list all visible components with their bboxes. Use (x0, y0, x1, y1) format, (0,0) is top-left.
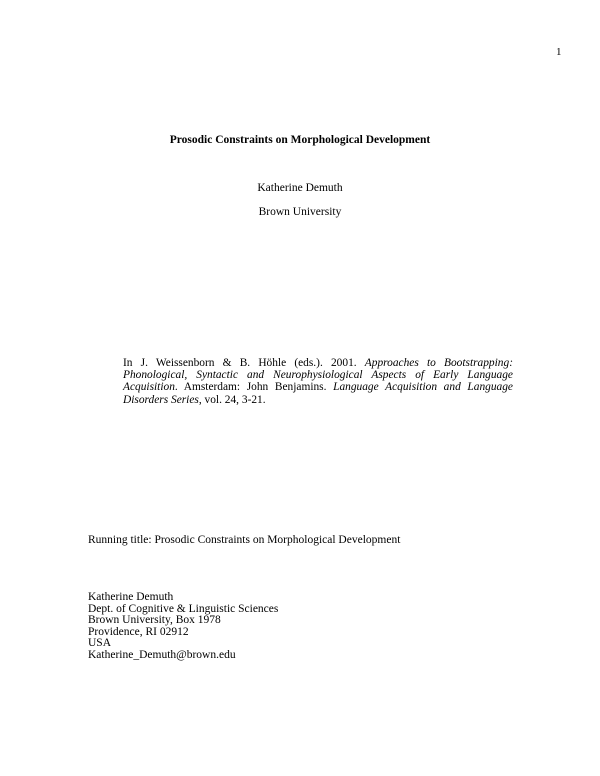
citation-prefix: In J. Weissenborn & B. Höhle (eds.). 2001. (123, 357, 357, 369)
author-name: Katherine Demuth (257, 182, 343, 194)
contact-name: Katherine Demuth (88, 591, 174, 603)
citation-block (123, 357, 513, 406)
contact-department: Dept. of Cognitive & Linguistic Sciences (88, 602, 279, 615)
running-title: Running title: Prosodic Constraints on Morphological Development (88, 534, 401, 546)
citation-suffix: , vol. 24, 3-21. (198, 393, 266, 406)
contact-email: Katherine_Demuth@brown.edu (88, 648, 236, 661)
citation-book-title: Approaches to Bootstrapping: Phonological, Syntactic and Neurophysiological Aspects of Early Language Acquisition (123, 357, 513, 394)
author-affiliation: Brown University (258, 206, 342, 218)
paper-title: Prosodic Constraints on Morphological Development (169, 134, 431, 146)
contact-country: USA (88, 637, 112, 650)
contact-box: Brown University, Box 1978 (88, 614, 221, 627)
contact-block (88, 592, 278, 662)
citation-publisher: . Amsterdam: John Benjamins. (174, 381, 327, 394)
contact-city: Providence, RI 02912 (88, 625, 189, 638)
citation-series: Language Acquisition and Language Disorders Series (123, 381, 513, 406)
page-number: 1 (556, 46, 562, 58)
